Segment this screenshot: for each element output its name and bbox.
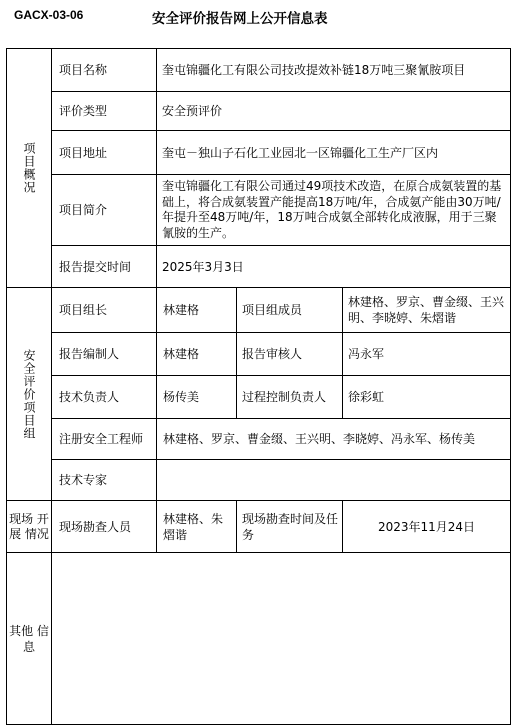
evaluation-type-label: 评价类型 [59,104,108,118]
survey-staff-value: 林建格、朱熠谐 [163,511,224,542]
section-label-text: 项目概况 [22,142,36,194]
col-divider [236,287,237,418]
submit-time-value: 2025年3月3日 [162,259,244,274]
report-author-value: 林建格 [163,347,200,361]
safety-engineers-label: 注册安全工程师 [59,432,144,446]
col-divider [236,500,237,552]
page-title: 安全评价报告网上公开信息表 [152,11,328,27]
tech-experts-value [163,460,509,500]
project-address-label: 项目地址 [59,145,108,160]
section-label-project-overview [7,49,51,287]
section-label-evaluation-team [7,288,51,500]
section-label-site-survey [7,501,51,552]
report-reviewer-value: 冯永军 [348,347,385,361]
team-leader-label: 项目组长 [59,303,108,317]
evaluation-type-value: 安全预评价 [162,104,223,118]
section-label-line: 现场 [9,511,34,526]
section-label-stack [7,623,51,655]
col-divider [156,48,157,552]
survey-time-value: 2023年11月24日 [377,519,476,534]
submit-time-label: 报告提交时间 [59,259,132,274]
survey-time-label: 现场勘查时间及任务 [242,511,339,542]
process-lead-value: 徐彩虹 [348,390,385,404]
table-border-right [510,48,511,725]
section-label-line: 开展 [9,511,49,541]
report-author-label: 报告编制人 [59,347,120,361]
project-name-label: 项目名称 [59,63,108,77]
other-info-value [59,553,508,724]
team-members-label: 项目组成员 [242,303,303,317]
project-name-value: 奎屯锦疆化工有限公司技改提效补链18万吨三聚氰胺项目 [162,63,466,77]
section-label-text: 安全评价项目组 [22,348,36,440]
project-intro-value: 奎屯锦疆化工有限公司通过49项技术改造，在原合成氨装置的基础上，将合成氨装置产能提高18万吨/年，合成氨产能由30万吨/年提升至48万吨/年，18万吨合成氨全部转化成液脲，用于三聚氰胺的生产。 [162,179,502,240]
section-label-line: 情况 [24,526,49,541]
safety-engineers-value: 林建格、罗京、曹金缀、王兴明、李晓婷、冯永军、杨传美 [163,432,476,446]
tech-lead-label: 技术负责人 [59,390,120,404]
section-label-line: 其他 [9,623,34,638]
survey-staff-label: 现场勘查人员 [59,519,132,534]
tech-experts-label: 技术专家 [59,473,108,487]
team-members-value: 林建格、罗京、曹金缀、王兴明、李晓婷、朱熠谐 [348,295,505,325]
form-code: GACX-03-06 [14,8,84,22]
team-leader-value: 林建格 [163,303,200,317]
section-label-other [7,553,51,724]
project-address-value: 奎屯－独山子石化工业园北一区锦疆化工生产厂区内 [162,145,439,160]
report-reviewer-label: 报告审核人 [242,347,303,361]
tech-lead-value: 杨传美 [163,390,200,404]
table-border-bottom [6,724,511,725]
col-divider [51,48,52,725]
project-intro-label: 项目简介 [59,203,108,217]
section-label-line: 信息 [22,623,49,654]
col-divider [342,287,343,418]
process-lead-label: 过程控制负责人 [242,390,327,404]
section-label-stack [7,512,51,542]
